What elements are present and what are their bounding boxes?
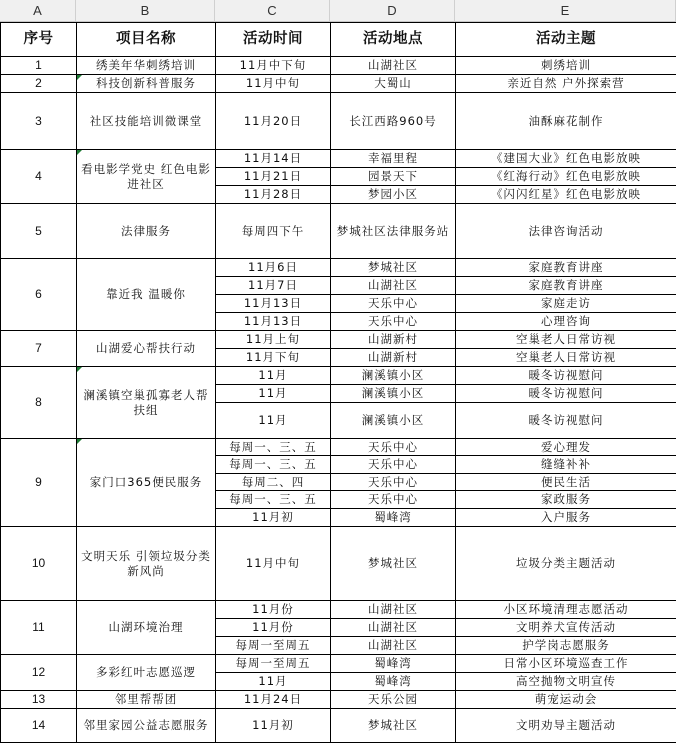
cell-activity-theme[interactable]: 暖冬访视慰问 (456, 403, 676, 439)
cell-activity-theme[interactable]: 便民生活 (456, 474, 676, 491)
cell-activity-time[interactable]: 11月13日 (216, 295, 331, 313)
table-row (1, 75, 676, 93)
cell-activity-time[interactable]: 11月21日 (216, 168, 331, 186)
cell-index[interactable]: 1 (1, 57, 77, 75)
cell-activity-place[interactable]: 山湖社区 (331, 637, 456, 655)
cell-index[interactable]: 11 (1, 601, 77, 655)
cell-activity-theme[interactable]: 暖冬访视慰问 (456, 385, 676, 403)
cell-activity-place[interactable]: 梦城社区 (331, 527, 456, 601)
cell-activity-place[interactable]: 山湖新村 (331, 331, 456, 349)
cell-activity-place[interactable]: 天乐公园 (331, 691, 456, 709)
cell-index[interactable]: 6 (1, 259, 77, 331)
cell-activity-place[interactable]: 梦城社区 (331, 259, 456, 277)
cell-activity-place[interactable]: 天乐中心 (331, 295, 456, 313)
cell-activity-theme[interactable]: 空巢老人日常访视 (456, 331, 676, 349)
cell-activity-time[interactable]: 11月上旬 (216, 331, 331, 349)
cell-activity-theme[interactable]: 小区环境清理志愿活动 (456, 601, 676, 619)
activity-table (0, 22, 676, 743)
header-idx[interactable]: 序号 (1, 23, 77, 57)
cell-project-name[interactable]: 邻里家园公益志愿服务 (77, 709, 216, 743)
cell-activity-time[interactable]: 11月20日 (216, 93, 331, 150)
cell-activity-time[interactable]: 11月6日 (216, 259, 331, 277)
cell-activity-theme[interactable]: 文明养犬宣传活动 (456, 619, 676, 637)
cell-activity-place[interactable]: 梦园小区 (331, 186, 456, 204)
cell-index[interactable]: 7 (1, 331, 77, 367)
cell-activity-place[interactable]: 幸福里程 (331, 150, 456, 168)
cell-index[interactable]: 13 (1, 691, 77, 709)
cell-activity-place[interactable]: 山湖社区 (331, 619, 456, 637)
cell-project-name[interactable]: 绣美年华刺绣培训 (77, 57, 216, 75)
cell-activity-place[interactable]: 天乐中心 (331, 439, 456, 456)
cell-project-name[interactable]: 邻里帮帮团 (77, 691, 216, 709)
table-header-row (1, 23, 676, 57)
cell-activity-theme[interactable]: 法律咨询活动 (456, 204, 676, 259)
cell-activity-time[interactable]: 11月7日 (216, 277, 331, 295)
cell-project-name[interactable]: 社区技能培训微课堂 (77, 93, 216, 150)
cell-activity-time[interactable]: 11月中旬 (216, 75, 331, 93)
table-row (1, 439, 676, 456)
header-place[interactable]: 活动地点 (331, 23, 456, 57)
table-row (1, 655, 676, 673)
cell-index[interactable]: 12 (1, 655, 77, 691)
cell-index[interactable]: 4 (1, 150, 77, 204)
table-row (1, 93, 676, 150)
cell-activity-time[interactable]: 11月24日 (216, 691, 331, 709)
cell-project-name[interactable]: 科技创新科普服务 (77, 75, 216, 93)
cell-activity-theme[interactable]: 日常小区环境巡查工作 (456, 655, 676, 673)
table-row (1, 259, 676, 277)
cell-activity-theme[interactable]: 《闪闪红星》红色电影放映 (456, 186, 676, 204)
cell-project-name[interactable]: 法律服务 (77, 204, 216, 259)
cell-activity-time[interactable]: 11月初 (216, 709, 331, 743)
table-row (1, 601, 676, 619)
cell-activity-theme[interactable]: 家庭走访 (456, 295, 676, 313)
cell-activity-place[interactable]: 园景天下 (331, 168, 456, 186)
cell-activity-time[interactable]: 11月中旬 (216, 527, 331, 601)
cell-activity-place[interactable]: 山湖社区 (331, 601, 456, 619)
cell-activity-time[interactable]: 11月份 (216, 601, 331, 619)
cell-activity-theme[interactable]: 高空抛物文明宣传 (456, 673, 676, 691)
cell-index[interactable]: 5 (1, 204, 77, 259)
cell-activity-theme[interactable]: 暖冬访视慰问 (456, 367, 676, 385)
cell-activity-place[interactable]: 澜溪镇小区 (331, 367, 456, 385)
cell-activity-time[interactable]: 11月 (216, 673, 331, 691)
cell-activity-theme[interactable]: 心理咨询 (456, 313, 676, 331)
cell-activity-place[interactable]: 长江西路960号 (331, 93, 456, 150)
cell-activity-time[interactable]: 11月 (216, 403, 331, 439)
cell-activity-theme[interactable]: 刺绣培训 (456, 57, 676, 75)
cell-activity-place[interactable]: 天乐中心 (331, 313, 456, 331)
cell-activity-place[interactable]: 天乐中心 (331, 491, 456, 509)
header-name[interactable]: 项目名称 (77, 23, 216, 57)
column-header-d[interactable]: D (330, 0, 455, 22)
cell-activity-theme[interactable]: 家政服务 (456, 491, 676, 509)
cell-activity-place[interactable]: 大蜀山 (331, 75, 456, 93)
header-time[interactable]: 活动时间 (216, 23, 331, 57)
table-row (1, 150, 676, 168)
cell-activity-theme[interactable]: 家庭教育讲座 (456, 277, 676, 295)
cell-activity-theme[interactable]: 垃圾分类主题活动 (456, 527, 676, 601)
table-row (1, 709, 676, 743)
table-row (1, 331, 676, 349)
cell-activity-time[interactable]: 11月28日 (216, 186, 331, 204)
table-row (1, 204, 676, 259)
cell-activity-time[interactable]: 每周一至周五 (216, 637, 331, 655)
cell-activity-time[interactable]: 11月下旬 (216, 349, 331, 367)
column-header-b[interactable]: B (76, 0, 215, 22)
cell-activity-place[interactable]: 天乐中心 (331, 456, 456, 474)
cell-index[interactable]: 2 (1, 75, 77, 93)
column-header-c[interactable]: C (215, 0, 330, 22)
header-theme[interactable]: 活动主题 (456, 23, 676, 57)
cell-activity-theme[interactable]: 萌宠运动会 (456, 691, 676, 709)
cell-activity-theme[interactable]: 《红海行动》红色电影放映 (456, 168, 676, 186)
cell-project-name[interactable]: 看电影学党史 红色电影进社区 (77, 150, 216, 204)
table-row (1, 367, 676, 385)
cell-activity-theme[interactable]: 爱心理发 (456, 439, 676, 456)
cell-activity-time[interactable]: 11月13日 (216, 313, 331, 331)
cell-activity-place[interactable]: 蜀峰湾 (331, 655, 456, 673)
cell-index[interactable]: 8 (1, 367, 77, 439)
cell-activity-time[interactable]: 每周二、四 (216, 474, 331, 491)
cell-activity-place[interactable]: 澜溪镇小区 (331, 385, 456, 403)
cell-index[interactable]: 14 (1, 709, 77, 743)
cell-activity-place[interactable]: 天乐中心 (331, 474, 456, 491)
cell-activity-theme[interactable]: 空巢老人日常访视 (456, 349, 676, 367)
cell-index[interactable]: 3 (1, 93, 77, 150)
cell-activity-place[interactable]: 梦城社区 (331, 709, 456, 743)
cell-activity-place[interactable]: 澜溪镇小区 (331, 403, 456, 439)
cell-activity-time[interactable]: 11月中下旬 (216, 57, 331, 75)
cell-activity-time[interactable]: 11月 (216, 367, 331, 385)
column-header-e[interactable]: E (455, 0, 676, 22)
cell-activity-theme[interactable]: 油酥麻花制作 (456, 93, 676, 150)
cell-activity-time[interactable]: 每周一至周五 (216, 655, 331, 673)
cell-activity-time[interactable]: 每周四下午 (216, 204, 331, 259)
table-row (1, 527, 676, 601)
cell-activity-time[interactable]: 每周一、三、五 (216, 439, 331, 456)
cell-activity-theme[interactable]: 《建国大业》红色电影放映 (456, 150, 676, 168)
cell-activity-theme[interactable]: 缝缝补补 (456, 456, 676, 474)
cell-index[interactable]: 9 (1, 439, 77, 527)
cell-project-name[interactable]: 山湖环境治理 (77, 601, 216, 655)
cell-activity-place[interactable]: 蜀峰湾 (331, 509, 456, 527)
cell-activity-place[interactable]: 山湖新村 (331, 349, 456, 367)
cell-activity-time[interactable]: 11月14日 (216, 150, 331, 168)
cell-activity-theme[interactable]: 入户服务 (456, 509, 676, 527)
column-header-a[interactable]: A (0, 0, 76, 22)
cell-activity-place[interactable]: 山湖社区 (331, 277, 456, 295)
table-row (1, 691, 676, 709)
cell-project-name[interactable]: 山湖爱心帮扶行动 (77, 331, 216, 367)
cell-activity-time[interactable]: 每周一、三、五 (216, 456, 331, 474)
cell-activity-place[interactable]: 山湖社区 (331, 57, 456, 75)
cell-activity-theme[interactable]: 护学岗志愿服务 (456, 637, 676, 655)
cell-activity-theme[interactable]: 文明劝导主题活动 (456, 709, 676, 743)
cell-activity-place[interactable]: 梦城社区法律服务站 (331, 204, 456, 259)
cell-project-name[interactable]: 澜溪镇空巢孤寡老人帮扶组 (77, 367, 216, 439)
cell-project-name[interactable]: 多彩红叶志愿巡逻 (77, 655, 216, 691)
cell-index[interactable]: 10 (1, 527, 77, 601)
table-row (1, 57, 676, 75)
cell-activity-place[interactable]: 蜀峰湾 (331, 673, 456, 691)
cell-activity-theme[interactable]: 家庭教育讲座 (456, 259, 676, 277)
cell-project-name[interactable]: 靠近我 温暖你 (77, 259, 216, 331)
cell-activity-time[interactable]: 11月初 (216, 509, 331, 527)
cell-activity-time[interactable]: 11月 (216, 385, 331, 403)
cell-activity-time[interactable]: 每周一、三、五 (216, 491, 331, 509)
cell-activity-time[interactable]: 11月份 (216, 619, 331, 637)
cell-project-name[interactable]: 文明天乐 引领垃圾分类新风尚 (77, 527, 216, 601)
cell-project-name[interactable]: 家门口365便民服务 (77, 439, 216, 527)
cell-activity-theme[interactable]: 亲近自然 户外探索营 (456, 75, 676, 93)
